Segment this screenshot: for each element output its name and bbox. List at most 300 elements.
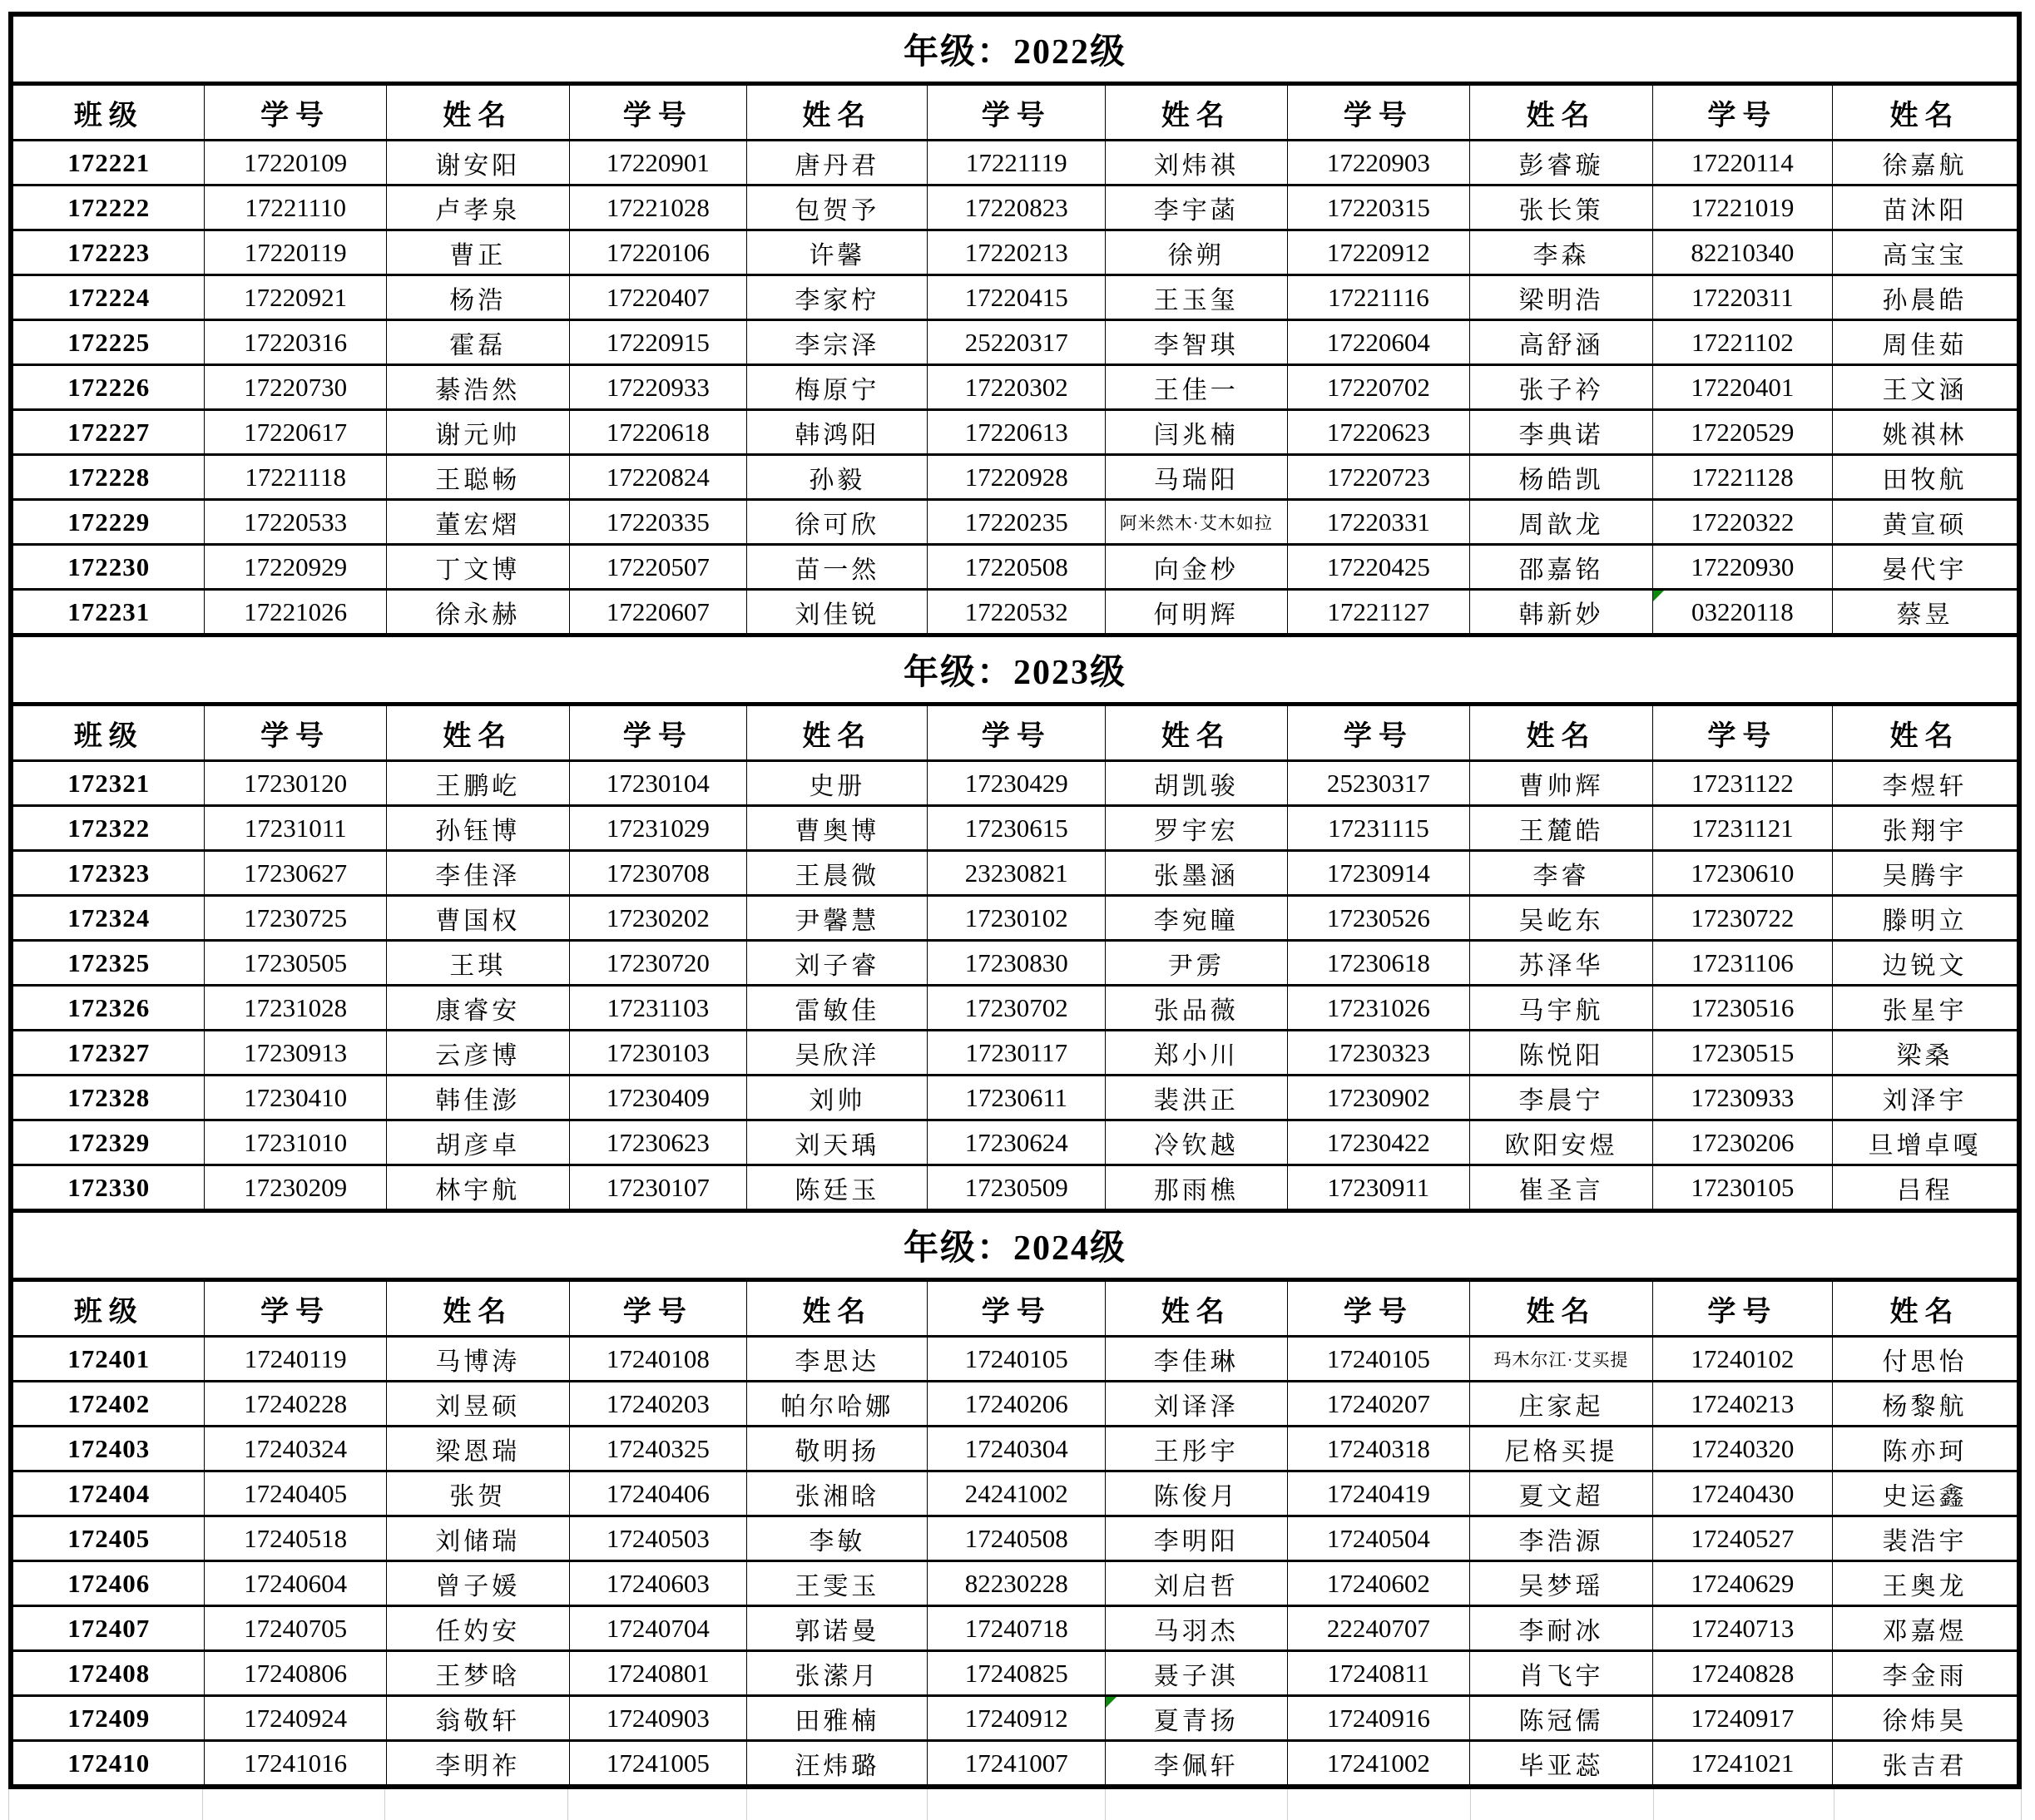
student-name-cell: 刘昱硕 xyxy=(386,1382,569,1427)
student-name-cell: 吴屹东 xyxy=(1470,896,1653,941)
class-number-cell: 172401 xyxy=(11,1337,205,1382)
student-id-cell: 17240903 xyxy=(569,1696,747,1741)
column-header-student-name: 姓名 xyxy=(1470,84,1653,141)
student-row xyxy=(11,185,2019,230)
student-id-cell: 24241002 xyxy=(928,1471,1106,1516)
student-name-cell: 李佳琳 xyxy=(1106,1337,1287,1382)
student-id-cell: 17240604 xyxy=(205,1561,386,1606)
grade-section xyxy=(11,636,2019,1211)
student-name-cell: 王晨微 xyxy=(747,851,928,896)
student-name-cell: 彭睿璇 xyxy=(1470,141,1653,185)
student-row xyxy=(11,1337,2019,1382)
student-id-cell: 17230202 xyxy=(569,896,747,941)
student-id-cell: 25220317 xyxy=(928,320,1106,365)
student-name-cell: 夏青扬 xyxy=(1106,1696,1287,1741)
class-number-cell: 172227 xyxy=(11,410,205,455)
student-name-cell: 王佳一 xyxy=(1106,365,1287,410)
green-corner-marker-icon xyxy=(1653,591,1664,601)
student-id-cell: 17220316 xyxy=(205,320,386,365)
student-name-cell: 边锐文 xyxy=(1832,941,2019,986)
student-name-cell: 向金杪 xyxy=(1106,545,1287,590)
student-row xyxy=(11,275,2019,320)
student-id-cell: 17221028 xyxy=(569,185,747,230)
column-header-student-name: 姓名 xyxy=(1106,84,1287,141)
student-name-cell: 刘天瑀 xyxy=(747,1120,928,1165)
student-id-cell: 17240508 xyxy=(928,1516,1106,1561)
student-id-cell: 17240912 xyxy=(928,1696,1106,1741)
empty-cell xyxy=(1106,1789,1288,1820)
student-id-cell: 17230914 xyxy=(1287,851,1470,896)
student-name-cell: 李宛瞳 xyxy=(1106,896,1287,941)
empty-cell xyxy=(1471,1789,1654,1820)
student-id-cell: 17230102 xyxy=(928,896,1106,941)
student-name-cell: 张墨涵 xyxy=(1106,851,1287,896)
student-row xyxy=(11,941,2019,986)
student-id-cell: 17231026 xyxy=(1287,986,1470,1031)
student-row xyxy=(11,1165,2019,1211)
student-name-cell: 晏代宇 xyxy=(1832,545,2019,590)
column-header-student-id: 学号 xyxy=(1652,705,1832,761)
student-name-cell: 张星宇 xyxy=(1832,986,2019,1031)
student-name-cell: 韩鸿阳 xyxy=(747,410,928,455)
student-name-cell: 李明祚 xyxy=(386,1741,569,1788)
student-id-cell: 17240213 xyxy=(1652,1382,1832,1427)
student-id-cell: 17220532 xyxy=(928,590,1106,636)
student-id-cell: 17220311 xyxy=(1652,275,1832,320)
student-id-cell: 17230702 xyxy=(928,986,1106,1031)
column-header-student-name: 姓名 xyxy=(1470,705,1653,761)
student-name-cell: 那雨樵 xyxy=(1106,1165,1287,1211)
student-id-cell: 17240203 xyxy=(569,1382,747,1427)
class-number-cell: 172403 xyxy=(11,1427,205,1471)
student-id-cell: 17220618 xyxy=(569,410,747,455)
column-header-student-name: 姓名 xyxy=(747,1280,928,1337)
student-id-cell: 17230720 xyxy=(569,941,747,986)
student-name-cell: 曹帅辉 xyxy=(1470,761,1653,806)
student-name-cell: 刘启哲 xyxy=(1106,1561,1287,1606)
student-id-cell: 17240430 xyxy=(1652,1471,1832,1516)
student-id-cell: 17220213 xyxy=(928,230,1106,275)
student-id-cell: 17220119 xyxy=(205,230,386,275)
student-name-cell: 翁敬轩 xyxy=(386,1696,569,1741)
student-name-cell: 张湘晗 xyxy=(747,1471,928,1516)
student-id-cell: 17230615 xyxy=(928,806,1106,851)
student-id-cell: 17240924 xyxy=(205,1696,386,1741)
student-id-cell: 17230117 xyxy=(928,1031,1106,1076)
student-name-cell: 闫兆楠 xyxy=(1106,410,1287,455)
student-id-cell: 17230933 xyxy=(1652,1076,1832,1120)
student-id-cell: 17220507 xyxy=(569,545,747,590)
student-id-cell: 17231028 xyxy=(205,986,386,1031)
class-number-cell: 172328 xyxy=(11,1076,205,1120)
grade-title: 年级：2022级 xyxy=(11,14,2019,84)
student-id-cell: 17220623 xyxy=(1287,410,1470,455)
student-name-cell: 蔡昱 xyxy=(1832,590,2019,636)
student-id-cell: 17240108 xyxy=(569,1337,747,1382)
student-id-cell: 17230627 xyxy=(205,851,386,896)
student-name-cell: 李典诺 xyxy=(1470,410,1653,455)
student-name-cell: 毕亚蕊 xyxy=(1470,1741,1653,1788)
student-row xyxy=(11,365,2019,410)
student-id-cell: 17230206 xyxy=(1652,1120,1832,1165)
student-id-cell: 17230429 xyxy=(928,761,1106,806)
student-id-cell: 17220824 xyxy=(569,455,747,500)
grade-title: 年级：2024级 xyxy=(11,1211,2019,1280)
student-id-cell: 17220335 xyxy=(569,500,747,545)
student-row xyxy=(11,230,2019,275)
student-name-cell: 张子衿 xyxy=(1470,365,1653,410)
student-row xyxy=(11,851,2019,896)
student-id-cell: 17240713 xyxy=(1652,1606,1832,1651)
student-name-cell: 尹馨慧 xyxy=(747,896,928,941)
student-name-cell: 包贺予 xyxy=(747,185,928,230)
student-name-cell: 李宗泽 xyxy=(747,320,928,365)
student-name-cell: 玛木尔江·艾买提 xyxy=(1470,1337,1653,1382)
column-header-student-id: 学号 xyxy=(1287,84,1470,141)
student-name-cell: 綦浩然 xyxy=(386,365,569,410)
student-id-cell: 17240704 xyxy=(569,1606,747,1651)
student-id-cell: 17230103 xyxy=(569,1031,747,1076)
student-name-cell: 欧阳安煜 xyxy=(1470,1120,1653,1165)
student-id-cell: 17240603 xyxy=(569,1561,747,1606)
student-id-cell: 17220723 xyxy=(1287,455,1470,500)
student-id-cell: 17241021 xyxy=(1652,1741,1832,1788)
student-name-cell: 王玉玺 xyxy=(1106,275,1287,320)
student-name-cell: 李煜轩 xyxy=(1832,761,2019,806)
class-number-cell: 172221 xyxy=(11,141,205,185)
column-header-student-id: 学号 xyxy=(569,84,747,141)
student-name-cell: 李宇菡 xyxy=(1106,185,1287,230)
student-id-cell: 17230323 xyxy=(1287,1031,1470,1076)
student-id-cell: 17230610 xyxy=(1652,851,1832,896)
student-id-cell: 17240206 xyxy=(928,1382,1106,1427)
student-id-cell: 17231122 xyxy=(1652,761,1832,806)
student-id-cell: 17231115 xyxy=(1287,806,1470,851)
student-name-cell: 黄宣硕 xyxy=(1832,500,2019,545)
student-id-cell: 17230911 xyxy=(1287,1165,1470,1211)
student-id-cell: 17240325 xyxy=(569,1427,747,1471)
student-id-cell: 17240318 xyxy=(1287,1427,1470,1471)
column-header-student-name: 姓名 xyxy=(1470,1280,1653,1337)
student-id-cell: 17241007 xyxy=(928,1741,1106,1788)
student-id-cell: 82210340 xyxy=(1652,230,1832,275)
student-name-cell: 马羽杰 xyxy=(1106,1606,1287,1651)
student-id-cell: 17240811 xyxy=(1287,1651,1470,1696)
student-name-cell: 尼格买提 xyxy=(1470,1427,1653,1471)
student-row xyxy=(11,986,2019,1031)
student-id-cell: 17240629 xyxy=(1652,1561,1832,1606)
class-number-cell: 172324 xyxy=(11,896,205,941)
student-id-cell: 17230830 xyxy=(928,941,1106,986)
student-name-cell: 王奥龙 xyxy=(1832,1561,2019,1606)
empty-cell xyxy=(1654,1789,1834,1820)
student-name-cell: 史运鑫 xyxy=(1832,1471,2019,1516)
student-id-cell: 17231103 xyxy=(569,986,747,1031)
student-name-cell: 孙晨皓 xyxy=(1832,275,2019,320)
student-row xyxy=(11,1427,2019,1471)
student-name-cell: 韩佳澎 xyxy=(386,1076,569,1120)
student-name-cell: 吕程 xyxy=(1832,1165,2019,1211)
student-id-cell: 17230410 xyxy=(205,1076,386,1120)
class-number-cell: 172325 xyxy=(11,941,205,986)
student-id-cell: 17230509 xyxy=(928,1165,1106,1211)
student-id-cell: 17230505 xyxy=(205,941,386,986)
student-id-cell: 17240419 xyxy=(1287,1471,1470,1516)
class-number-cell: 172326 xyxy=(11,986,205,1031)
green-corner-marker-icon xyxy=(1106,1697,1117,1708)
student-id-cell: 17241016 xyxy=(205,1741,386,1788)
student-id-cell: 03220118 xyxy=(1652,590,1832,636)
column-header-class: 班级 xyxy=(11,1280,205,1337)
student-name-cell: 苏泽华 xyxy=(1470,941,1653,986)
student-name-cell: 杨黎航 xyxy=(1832,1382,2019,1427)
column-header-student-name: 姓名 xyxy=(386,1280,569,1337)
student-name-cell: 邵嘉铭 xyxy=(1470,545,1653,590)
student-name-cell: 王鹏屹 xyxy=(386,761,569,806)
student-id-cell: 17240102 xyxy=(1652,1337,1832,1382)
student-id-cell: 22240707 xyxy=(1287,1606,1470,1651)
student-name-cell: 邓嘉煜 xyxy=(1832,1606,2019,1651)
student-name-cell: 云彦博 xyxy=(386,1031,569,1076)
class-number-cell: 172402 xyxy=(11,1382,205,1427)
student-id-cell: 17220617 xyxy=(205,410,386,455)
student-name-cell: 何明辉 xyxy=(1106,590,1287,636)
student-row xyxy=(11,1076,2019,1120)
student-name-cell: 田雅楠 xyxy=(747,1696,928,1741)
student-id-cell: 17230104 xyxy=(569,761,747,806)
student-name-cell: 王文涵 xyxy=(1832,365,2019,410)
student-name-cell: 梁明浩 xyxy=(1470,275,1653,320)
column-header-student-name: 姓名 xyxy=(386,84,569,141)
student-id-cell: 17230209 xyxy=(205,1165,386,1211)
student-id-cell: 17221102 xyxy=(1652,320,1832,365)
student-name-cell: 李思达 xyxy=(747,1337,928,1382)
student-row xyxy=(11,1382,2019,1427)
student-id-cell: 17230708 xyxy=(569,851,747,896)
student-row xyxy=(11,141,2019,185)
student-id-cell: 17220702 xyxy=(1287,365,1470,410)
student-id-cell: 17240705 xyxy=(205,1606,386,1651)
student-name-cell: 高宝宝 xyxy=(1832,230,2019,275)
student-id-cell: 17231106 xyxy=(1652,941,1832,986)
student-name-cell: 苗沐阳 xyxy=(1832,185,2019,230)
student-id-cell: 17240718 xyxy=(928,1606,1106,1651)
student-name-cell: 梅原宁 xyxy=(747,365,928,410)
column-header-student-id: 学号 xyxy=(1652,84,1832,141)
column-header-student-name: 姓名 xyxy=(1832,84,2019,141)
student-id-cell: 17230722 xyxy=(1652,896,1832,941)
student-name-cell: 杨皓凯 xyxy=(1470,455,1653,500)
column-header-student-id: 学号 xyxy=(1652,1280,1832,1337)
student-name-cell: 谢安阳 xyxy=(386,141,569,185)
student-name-cell: 周佳茹 xyxy=(1832,320,2019,365)
student-id-cell: 23230821 xyxy=(928,851,1106,896)
student-name-cell: 夏文超 xyxy=(1470,1471,1653,1516)
column-header-student-id: 学号 xyxy=(1287,705,1470,761)
roster-table xyxy=(8,12,2022,1789)
student-id-cell: 17240917 xyxy=(1652,1696,1832,1741)
student-name-cell: 马瑞阳 xyxy=(1106,455,1287,500)
student-id-cell: 17240324 xyxy=(205,1427,386,1471)
student-id-cell: 17230515 xyxy=(1652,1031,1832,1076)
student-row xyxy=(11,1516,2019,1561)
student-name-cell: 曹正 xyxy=(386,230,569,275)
column-header-student-name: 姓名 xyxy=(1832,705,2019,761)
class-number-cell: 172327 xyxy=(11,1031,205,1076)
student-name-cell: 李晨宁 xyxy=(1470,1076,1653,1120)
student-id-cell: 17220730 xyxy=(205,365,386,410)
student-name-cell: 王雯玉 xyxy=(747,1561,928,1606)
student-id-cell: 17230618 xyxy=(1287,941,1470,986)
student-id-cell: 17220915 xyxy=(569,320,747,365)
student-id-cell: 17241005 xyxy=(569,1741,747,1788)
student-id-cell: 17240228 xyxy=(205,1382,386,1427)
column-header-student-id: 学号 xyxy=(569,705,747,761)
student-name-cell: 王麓皓 xyxy=(1470,806,1653,851)
student-name-cell: 姚祺林 xyxy=(1832,410,2019,455)
student-id-cell: 17240105 xyxy=(1287,1337,1470,1382)
student-id-cell: 17230120 xyxy=(205,761,386,806)
student-id-cell: 17221019 xyxy=(1652,185,1832,230)
student-row xyxy=(11,590,2019,636)
student-id-cell: 17240405 xyxy=(205,1471,386,1516)
student-id-cell: 17220425 xyxy=(1287,545,1470,590)
column-header-student-id: 学号 xyxy=(928,84,1106,141)
student-name-cell: 李佩轩 xyxy=(1106,1741,1287,1788)
student-id-cell: 17220106 xyxy=(569,230,747,275)
class-number-cell: 172408 xyxy=(11,1651,205,1696)
student-name-cell: 田牧航 xyxy=(1832,455,2019,500)
student-name-cell: 谢元帅 xyxy=(386,410,569,455)
grade-section xyxy=(11,14,2019,636)
student-row xyxy=(11,1651,2019,1696)
student-row xyxy=(11,896,2019,941)
student-id-cell: 17240119 xyxy=(205,1337,386,1382)
student-id-cell: 17231010 xyxy=(205,1120,386,1165)
student-name-cell: 李耐冰 xyxy=(1470,1606,1653,1651)
student-id-cell: 17220302 xyxy=(928,365,1106,410)
student-name-cell: 李睿 xyxy=(1470,851,1653,896)
student-id-cell: 17231121 xyxy=(1652,806,1832,851)
student-id-cell: 17240825 xyxy=(928,1651,1106,1696)
class-number-cell: 172225 xyxy=(11,320,205,365)
student-name-cell: 胡凯骏 xyxy=(1106,761,1287,806)
student-name-cell: 马宇航 xyxy=(1470,986,1653,1031)
student-name-cell: 付思怡 xyxy=(1832,1337,2019,1382)
spreadsheet-page xyxy=(0,12,2035,1820)
student-row xyxy=(11,1471,2019,1516)
student-name-cell: 张品薇 xyxy=(1106,986,1287,1031)
student-name-cell: 孙毅 xyxy=(747,455,928,500)
column-header-student-name: 姓名 xyxy=(1106,705,1287,761)
student-id-cell: 17240518 xyxy=(205,1516,386,1561)
student-name-cell: 周歆龙 xyxy=(1470,500,1653,545)
student-id-cell: 17221110 xyxy=(205,185,386,230)
student-name-cell: 汪炜璐 xyxy=(747,1741,928,1788)
student-name-cell: 裴洪正 xyxy=(1106,1076,1287,1120)
student-id-cell: 17220928 xyxy=(928,455,1106,500)
class-number-cell: 172407 xyxy=(11,1606,205,1651)
student-row xyxy=(11,1696,2019,1741)
student-name-cell: 史册 xyxy=(747,761,928,806)
column-header-student-id: 学号 xyxy=(1287,1280,1470,1337)
student-name-cell: 刘译泽 xyxy=(1106,1382,1287,1427)
student-name-cell: 滕明立 xyxy=(1832,896,2019,941)
student-name-cell: 任妁安 xyxy=(386,1606,569,1651)
class-number-cell: 172406 xyxy=(11,1561,205,1606)
student-name-cell: 李家柠 xyxy=(747,275,928,320)
student-name-cell: 梁恩瑞 xyxy=(386,1427,569,1471)
student-id-cell: 17230107 xyxy=(569,1165,747,1211)
student-id-cell: 17220921 xyxy=(205,275,386,320)
student-name-cell: 李森 xyxy=(1470,230,1653,275)
student-id-cell: 17240602 xyxy=(1287,1561,1470,1606)
student-name-cell: 雷敏佳 xyxy=(747,986,928,1031)
class-number-cell: 172224 xyxy=(11,275,205,320)
student-name-cell: 王聪畅 xyxy=(386,455,569,500)
student-id-cell: 17230913 xyxy=(205,1031,386,1076)
student-row xyxy=(11,1561,2019,1606)
student-row xyxy=(11,806,2019,851)
student-name-cell: 敬明扬 xyxy=(747,1427,928,1471)
student-name-cell: 徐可欣 xyxy=(747,500,928,545)
student-id-cell: 17230516 xyxy=(1652,986,1832,1031)
class-number-cell: 172410 xyxy=(11,1741,205,1788)
student-name-cell: 崔圣言 xyxy=(1470,1165,1653,1211)
column-header-student-id: 学号 xyxy=(928,705,1106,761)
student-id-cell: 17240806 xyxy=(205,1651,386,1696)
student-id-cell: 25230317 xyxy=(1287,761,1470,806)
student-id-cell: 17220529 xyxy=(1652,410,1832,455)
student-id-cell: 17230725 xyxy=(205,896,386,941)
student-name-cell: 阿米然木·艾木如拉 xyxy=(1106,500,1287,545)
grade-section xyxy=(11,1211,2019,1788)
class-number-cell: 172329 xyxy=(11,1120,205,1165)
class-number-cell: 172330 xyxy=(11,1165,205,1211)
student-id-cell: 17231011 xyxy=(205,806,386,851)
class-number-cell: 172405 xyxy=(11,1516,205,1561)
student-id-cell: 17240406 xyxy=(569,1471,747,1516)
student-id-cell: 17220508 xyxy=(928,545,1106,590)
student-id-cell: 17220331 xyxy=(1287,500,1470,545)
student-id-cell: 17240105 xyxy=(928,1337,1106,1382)
student-id-cell: 17220607 xyxy=(569,590,747,636)
student-name-cell: 刘帅 xyxy=(747,1076,928,1120)
student-id-cell: 17240207 xyxy=(1287,1382,1470,1427)
partial-next-row xyxy=(8,1789,2022,1820)
student-id-cell: 17220604 xyxy=(1287,320,1470,365)
column-header-row xyxy=(11,1280,2019,1337)
student-id-cell: 17240320 xyxy=(1652,1427,1832,1471)
student-name-cell: 胡彦卓 xyxy=(386,1120,569,1165)
student-row xyxy=(11,1741,2019,1788)
student-name-cell: 林宇航 xyxy=(386,1165,569,1211)
column-header-student-id: 学号 xyxy=(205,1280,386,1337)
grade-title: 年级：2023级 xyxy=(11,636,2019,705)
student-name-cell: 刘储瑞 xyxy=(386,1516,569,1561)
column-header-row xyxy=(11,705,2019,761)
student-id-cell: 17221116 xyxy=(1287,275,1470,320)
student-id-cell: 17220533 xyxy=(205,500,386,545)
student-id-cell: 17221128 xyxy=(1652,455,1832,500)
student-name-cell: 刘炜祺 xyxy=(1106,141,1287,185)
student-id-cell: 17240527 xyxy=(1652,1516,1832,1561)
student-name-cell: 马博涛 xyxy=(386,1337,569,1382)
student-row xyxy=(11,1031,2019,1076)
student-name-cell: 张潆月 xyxy=(747,1651,928,1696)
column-header-student-name: 姓名 xyxy=(747,705,928,761)
student-name-cell: 李智琪 xyxy=(1106,320,1287,365)
